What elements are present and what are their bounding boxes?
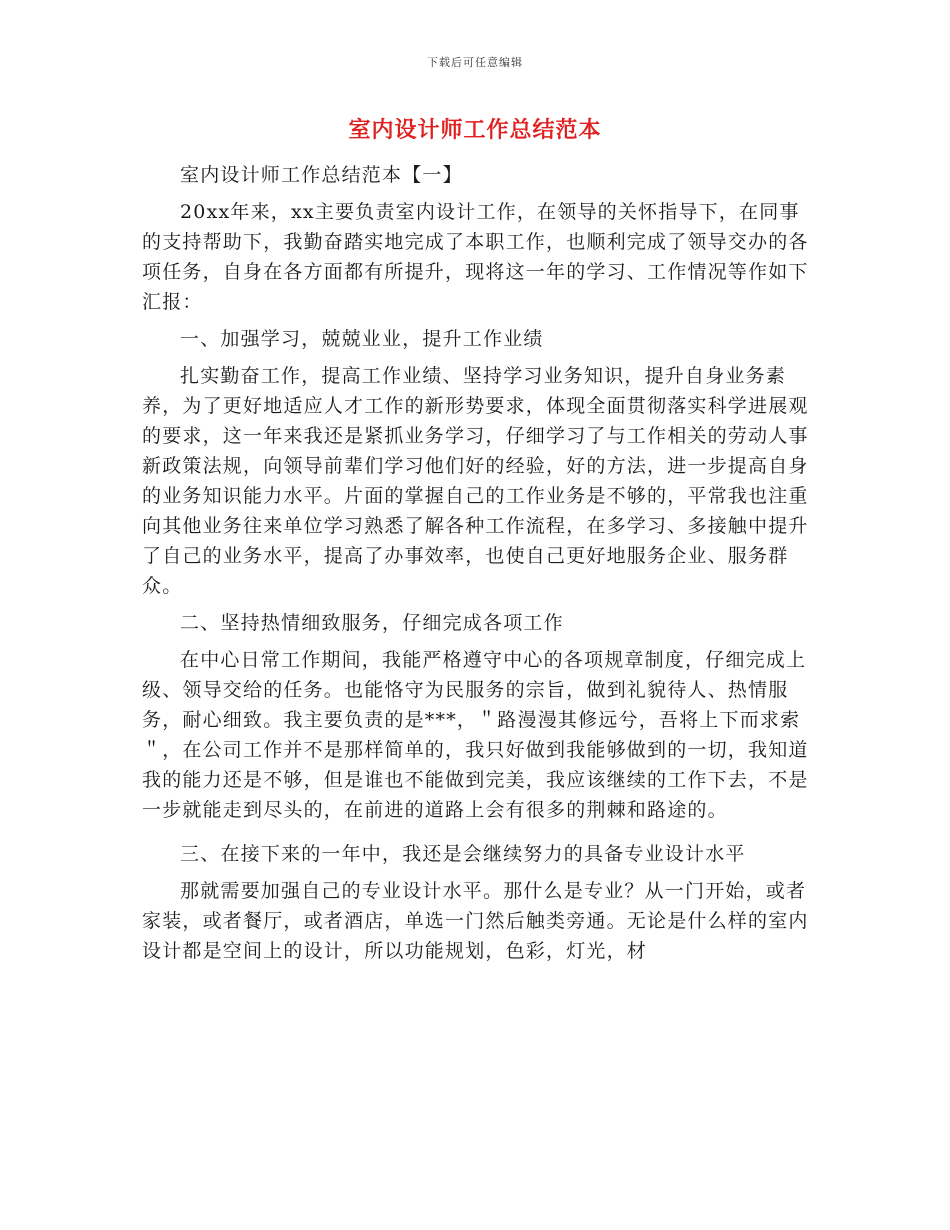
section-3-paragraph: 那就需要加强自己的专业设计水平。那什么是专业？从一门开始，或者家装，或者餐厅，或者酒店，单选一门然后触类旁通。无论是什么样的室内设计都是空间上的设计，所以功能规划，色彩，灯光，材 bbox=[142, 880, 809, 962]
section-heading-2: 二、坚持热情细致服务，仔细完成各项工作 bbox=[180, 612, 564, 634]
section-1-paragraph: 扎实勤奋工作，提高工作业绩、坚持学习业务知识，提升自身业务素养，为了更好地适应人才工作的新形势要求，体现全面贯彻落实科学进展观的要求，这一年来我还是紧抓业务学习，仔细学习了与工作相关的劳动人事新政策法规，向领导前辈们学习他们好的经验，好的方法，进一步提高自身的业务知识能力水平。片面的掌握自己的工作业务是不够的，平常我也注重向其他业务往来单位学习熟悉了解各种工作流程，在多学习、多接触中提升了自己的业务水平，提高了办事效率，也使自己更好地服务企业、服务群众。 bbox=[142, 365, 809, 597]
section-heading-1: 一、加强学习，兢兢业业，提升工作业绩 bbox=[180, 328, 544, 350]
section-2-paragraph: 在中心日常工作期间，我能严格遵守中心的各项规章制度，仔细完成上级、领导交给的任务。也能恪守为民服务的宗旨，做到礼貌待人、热情服务，耐心细致。我主要负责的是***，＂路漫漫其修远兮，吾将上下而求索＂，在公司工作并不是那样简单的，我只好做到我能够做到的一切，我知道我的能力还是不够，但是谁也不能做到完美，我应该继续的工作下去，不是一步就能走到尽头的，在前进的道路上会有很多的荆棘和路途的。 bbox=[142, 649, 809, 821]
document-body bbox=[142, 160, 812, 973]
section-heading-3: 三、在接下来的一年中，我还是会继续努力的具备专业设计水平 bbox=[180, 843, 746, 865]
document-title: 室内设计师工作总结范本 bbox=[348, 117, 602, 143]
page-header-note: 下载后可任意编辑 bbox=[427, 56, 523, 69]
subtitle-paragraph: 室内设计师工作总结范本【一】 bbox=[180, 164, 463, 186]
intro-paragraph: 20xx年来，xx主要负责室内设计工作，在领导的关怀指导下，在同事的支持帮助下，我勤奋踏实地完成了本职工作，也顺利完成了领导交办的各项任务，自身在各方面都有所提升，现将这一年的学习、工作情况等作如下汇报： bbox=[142, 201, 809, 313]
